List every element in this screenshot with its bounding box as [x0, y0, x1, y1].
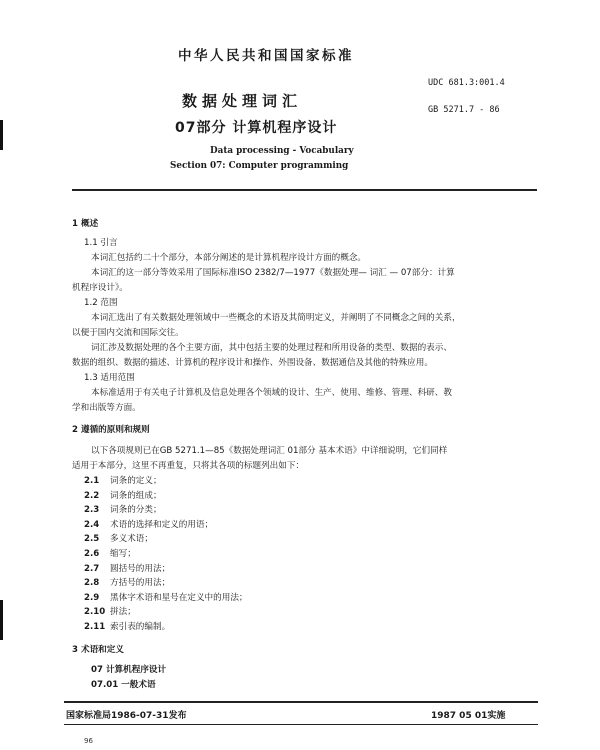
header-rule	[72, 189, 537, 191]
list-item	[84, 606, 136, 618]
section-1-3-heading: 1.3 适用范围	[84, 373, 135, 383]
list-item-number: 2.1	[84, 476, 100, 486]
standard-banner: 中华人民共和国国家标准	[178, 48, 354, 64]
section-2-para: 以下各项规则已在GB 5271.1—85《数据处理词汇 01部分 基本术语》中详细说明，它们同样	[91, 446, 448, 456]
gb-code: GB 5271.7 - 86	[428, 105, 500, 115]
udc-code: UDC 681.3:001.4	[428, 78, 505, 88]
title-cn-line1: 数据处理词汇	[182, 92, 303, 110]
section-3-heading: 3 术语和定义	[72, 645, 124, 655]
section-1-heading: 1 概述	[72, 219, 99, 229]
section-1-1-para: 本词汇包括约二十个部分，本部分阐述的是计算机程序设计方面的概念。	[91, 253, 367, 263]
list-item-text: 黑体字术语和星号在定义中的用法；	[110, 592, 248, 603]
footer-rule-bottom	[64, 724, 538, 725]
section-2-para: 适用于本部分，这里不再重复，只将其各项的标题列出如下：	[72, 461, 305, 471]
list-item-text: 词条的定义；	[110, 476, 162, 486]
page-number: 96	[84, 737, 93, 745]
list-item	[84, 475, 162, 487]
issued-date: 国家标准局1986-07-31发布	[66, 711, 187, 721]
list-item	[84, 490, 162, 502]
list-item-text: 多义术语；	[110, 534, 153, 545]
section-1-1-para: 本词汇的这一部分等效采用了国际标准ISO 2382/7—1977《数据处理— 词汇 — 07部分：计算	[91, 268, 455, 278]
footer-rule	[64, 701, 538, 703]
list-item-text: 术语的选择和定义的用语；	[110, 519, 214, 530]
section-1-3-para: 本标准适用于有关电子计算机及信息处理各个领域的设计、生产、使用、维修、管理、科研、教	[91, 388, 452, 398]
list-item-number: 2.9	[84, 592, 100, 603]
list-item	[84, 577, 170, 589]
list-item-text: 方括号的用法；	[110, 578, 171, 589]
list-item-number: 2.7	[84, 563, 100, 574]
title-en-line1: Data processing - Vocabulary	[210, 146, 354, 156]
list-item-number: 2.2	[84, 490, 100, 501]
list-item	[84, 519, 213, 531]
section-1-3-para: 学和出版等方面。	[72, 403, 141, 413]
section-1-2-para: 本词汇选出了有关数据处理领域中一些概念的术语及其简明定义，并阐明了不同概念之间的关系，	[91, 313, 461, 323]
list-item	[84, 563, 170, 575]
list-item-number: 2.6	[84, 549, 100, 559]
term-group-07: 07 计算机程序设计	[91, 665, 167, 675]
section-1-2-para: 数据的组织、数据的描述、计算机的程序设计和操作、外围设备、数据通信及其他的特殊应用。	[72, 358, 433, 368]
term-group-07-01: 07.01 一般术语	[91, 680, 156, 690]
title-en-line2: Section 07: Computer programming	[170, 161, 349, 171]
section-1-2-heading: 1.2 范围	[84, 298, 118, 308]
list-item	[84, 621, 170, 633]
effective-date: 1987 05 01实施	[431, 711, 506, 721]
list-item-number: 2.5	[84, 534, 100, 545]
section-1-2-para: 以便于国内交流和国际交往。	[72, 328, 184, 338]
list-item	[84, 533, 153, 545]
list-item-number: 2.8	[84, 578, 100, 589]
list-item	[84, 548, 136, 560]
list-item-text: 拼法；	[110, 607, 136, 618]
list-item	[84, 592, 248, 604]
list-item-text: 索引表的编制。	[110, 622, 171, 632]
list-item-number: 2.10	[84, 607, 106, 618]
list-item-number: 2.3	[84, 505, 100, 516]
list-item-text: 词条的分类；	[110, 505, 162, 516]
section-1-1-heading: 1.1 引言	[84, 238, 118, 248]
title-cn-line2: 07部分 计算机程序设计	[175, 120, 338, 136]
list-item-number: 2.11	[84, 622, 106, 632]
list-item-number: 2.4	[84, 519, 100, 530]
scan-artifact	[0, 600, 3, 640]
section-1-1-para: 机程序设计》。	[72, 283, 128, 293]
section-1-2-para: 词汇涉及数据处理的各个主要方面，其中包括主要的处理过程和所用设备的类型、数据的表示、	[91, 343, 452, 353]
list-item-text: 词条的组成；	[110, 490, 162, 501]
list-item-text: 缩写；	[110, 549, 136, 559]
scan-artifact	[0, 120, 3, 150]
section-2-heading: 2 遵循的原则和规则	[72, 425, 150, 435]
list-item	[84, 504, 162, 516]
list-item-text: 圆括号的用法；	[110, 563, 171, 574]
